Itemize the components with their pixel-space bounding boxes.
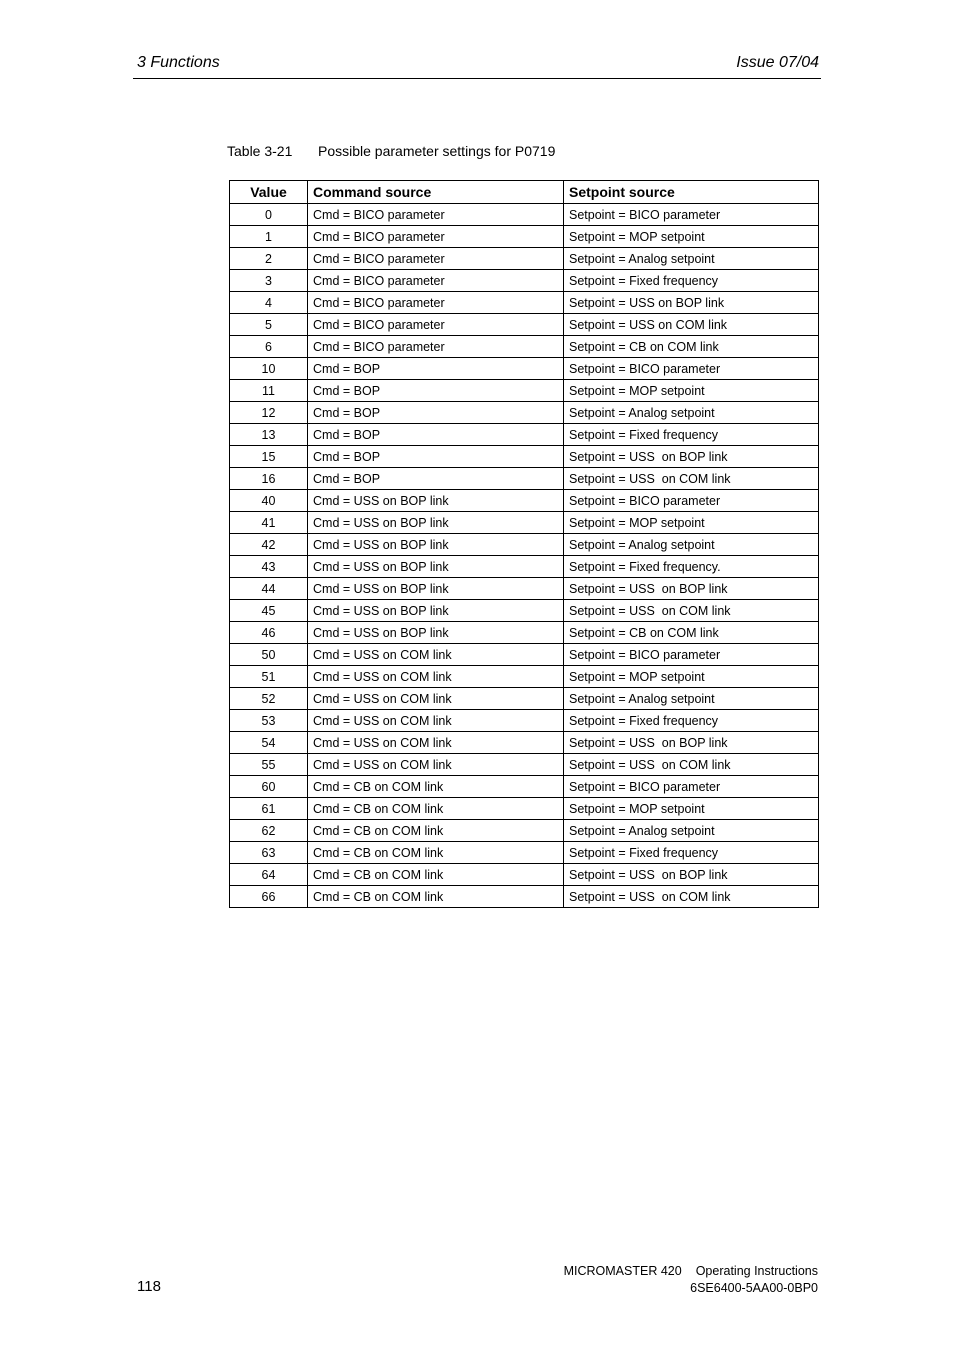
cell-value: 42 <box>230 534 308 556</box>
cell-value: 1 <box>230 226 308 248</box>
cell-command-source: Cmd = USS on COM link <box>308 754 564 776</box>
cell-command-source: Cmd = CB on COM link <box>308 820 564 842</box>
cell-setpoint-source: Setpoint = USS on COM link <box>564 886 819 908</box>
table-row <box>230 886 819 908</box>
cell-command-source: Cmd = USS on BOP link <box>308 512 564 534</box>
cell-command-source: Cmd = USS on BOP link <box>308 534 564 556</box>
cell-value: 5 <box>230 314 308 336</box>
cell-command-source: Cmd = BICO parameter <box>308 248 564 270</box>
table-row <box>230 490 819 512</box>
cell-value: 13 <box>230 424 308 446</box>
cell-setpoint-source: Setpoint = USS on COM link <box>564 754 819 776</box>
cell-command-source: Cmd = BICO parameter <box>308 292 564 314</box>
footer-order-number: 6SE6400-5AA00-0BP0 <box>690 1281 818 1295</box>
cell-value: 61 <box>230 798 308 820</box>
table-row <box>230 732 819 754</box>
header-divider <box>133 78 821 79</box>
table-row <box>230 358 819 380</box>
column-header-command-source: Command source <box>308 181 564 204</box>
table-caption <box>227 143 555 159</box>
table-caption-title: Possible parameter settings for P0719 <box>318 143 556 159</box>
cell-command-source: Cmd = USS on BOP link <box>308 490 564 512</box>
cell-value: 54 <box>230 732 308 754</box>
cell-value: 41 <box>230 512 308 534</box>
cell-value: 10 <box>230 358 308 380</box>
cell-setpoint-source: Setpoint = Analog setpoint <box>564 402 819 424</box>
table-header-row <box>230 181 819 204</box>
table-row <box>230 556 819 578</box>
cell-value: 44 <box>230 578 308 600</box>
table-row <box>230 622 819 644</box>
cell-setpoint-source: Setpoint = Fixed frequency. <box>564 556 819 578</box>
cell-value: 40 <box>230 490 308 512</box>
cell-value: 51 <box>230 666 308 688</box>
page-number: 118 <box>137 1278 161 1295</box>
cell-setpoint-source: Setpoint = USS on COM link <box>564 468 819 490</box>
cell-setpoint-source: Setpoint = USS on COM link <box>564 314 819 336</box>
cell-value: 53 <box>230 710 308 732</box>
footer-doc-type: Operating Instructions <box>695 1264 818 1278</box>
cell-command-source: Cmd = CB on COM link <box>308 864 564 886</box>
cell-command-source: Cmd = CB on COM link <box>308 776 564 798</box>
cell-value: 6 <box>230 336 308 358</box>
cell-setpoint-source: Setpoint = USS on COM link <box>564 600 819 622</box>
cell-setpoint-source: Setpoint = Fixed frequency <box>564 270 819 292</box>
cell-setpoint-source: Setpoint = Analog setpoint <box>564 248 819 270</box>
table-row <box>230 600 819 622</box>
cell-value: 4 <box>230 292 308 314</box>
cell-value: 11 <box>230 380 308 402</box>
cell-setpoint-source: Setpoint = USS on BOP link <box>564 864 819 886</box>
table-row <box>230 644 819 666</box>
cell-setpoint-source: Setpoint = Analog setpoint <box>564 688 819 710</box>
cell-command-source: Cmd = USS on COM link <box>308 732 564 754</box>
table-caption-number: Table 3-21 <box>227 143 293 159</box>
table-row <box>230 314 819 336</box>
cell-value: 0 <box>230 204 308 226</box>
table-row <box>230 468 819 490</box>
table-row <box>230 776 819 798</box>
parameter-table <box>229 180 819 908</box>
cell-value: 66 <box>230 886 308 908</box>
table-row <box>230 248 819 270</box>
cell-command-source: Cmd = USS on COM link <box>308 644 564 666</box>
cell-setpoint-source: Setpoint = MOP setpoint <box>564 380 819 402</box>
table-row <box>230 424 819 446</box>
cell-setpoint-source: Setpoint = MOP setpoint <box>564 512 819 534</box>
cell-value: 62 <box>230 820 308 842</box>
cell-command-source: Cmd = BOP <box>308 424 564 446</box>
cell-setpoint-source: Setpoint = Fixed frequency <box>564 710 819 732</box>
cell-value: 46 <box>230 622 308 644</box>
cell-setpoint-source: Setpoint = BICO parameter <box>564 776 819 798</box>
cell-setpoint-source: Setpoint = USS on BOP link <box>564 446 819 468</box>
cell-command-source: Cmd = BICO parameter <box>308 314 564 336</box>
column-header-setpoint-source: Setpoint source <box>564 181 819 204</box>
cell-setpoint-source: Setpoint = BICO parameter <box>564 204 819 226</box>
cell-command-source: Cmd = BOP <box>308 358 564 380</box>
cell-command-source: Cmd = BOP <box>308 446 564 468</box>
cell-setpoint-source: Setpoint = CB on COM link <box>564 622 819 644</box>
header-issue: Issue 07/04 <box>736 54 819 71</box>
table-row <box>230 512 819 534</box>
cell-value: 45 <box>230 600 308 622</box>
table-row <box>230 402 819 424</box>
cell-value: 63 <box>230 842 308 864</box>
cell-value: 12 <box>230 402 308 424</box>
cell-setpoint-source: Setpoint = Analog setpoint <box>564 820 819 842</box>
table-row <box>230 534 819 556</box>
cell-command-source: Cmd = BOP <box>308 402 564 424</box>
cell-command-source: Cmd = USS on COM link <box>308 666 564 688</box>
cell-setpoint-source: Setpoint = USS on BOP link <box>564 732 819 754</box>
cell-value: 2 <box>230 248 308 270</box>
table-row <box>230 688 819 710</box>
cell-value: 43 <box>230 556 308 578</box>
cell-command-source: Cmd = USS on BOP link <box>308 556 564 578</box>
table-row <box>230 820 819 842</box>
column-header-value: Value <box>230 181 308 204</box>
cell-command-source: Cmd = USS on BOP link <box>308 600 564 622</box>
cell-command-source: Cmd = BICO parameter <box>308 204 564 226</box>
table-row <box>230 798 819 820</box>
cell-setpoint-source: Setpoint = USS on BOP link <box>564 292 819 314</box>
cell-value: 15 <box>230 446 308 468</box>
cell-value: 50 <box>230 644 308 666</box>
cell-setpoint-source: Setpoint = CB on COM link <box>564 336 819 358</box>
footer-product: MICROMASTER 420 <box>563 1264 682 1278</box>
cell-setpoint-source: Setpoint = Fixed frequency <box>564 842 819 864</box>
cell-setpoint-source: Setpoint = MOP setpoint <box>564 798 819 820</box>
cell-command-source: Cmd = USS on BOP link <box>308 622 564 644</box>
table-row <box>230 864 819 886</box>
table-row <box>230 292 819 314</box>
table-row <box>230 336 819 358</box>
table-row <box>230 446 819 468</box>
cell-value: 3 <box>230 270 308 292</box>
cell-setpoint-source: Setpoint = MOP setpoint <box>564 226 819 248</box>
cell-command-source: Cmd = CB on COM link <box>308 798 564 820</box>
cell-setpoint-source: Setpoint = USS on BOP link <box>564 578 819 600</box>
table-row <box>230 226 819 248</box>
table-row <box>230 204 819 226</box>
table-row <box>230 380 819 402</box>
header-section: 3 Functions <box>137 54 220 71</box>
cell-command-source: Cmd = BICO parameter <box>308 336 564 358</box>
cell-value: 64 <box>230 864 308 886</box>
cell-setpoint-source: Setpoint = BICO parameter <box>564 358 819 380</box>
table-row <box>230 754 819 776</box>
cell-value: 60 <box>230 776 308 798</box>
table-row <box>230 578 819 600</box>
cell-command-source: Cmd = USS on COM link <box>308 688 564 710</box>
cell-value: 16 <box>230 468 308 490</box>
cell-value: 52 <box>230 688 308 710</box>
cell-setpoint-source: Setpoint = BICO parameter <box>564 490 819 512</box>
cell-setpoint-source: Setpoint = BICO parameter <box>564 644 819 666</box>
table-row <box>230 842 819 864</box>
cell-command-source: Cmd = BICO parameter <box>308 226 564 248</box>
table-body <box>230 204 819 908</box>
cell-command-source: Cmd = CB on COM link <box>308 842 564 864</box>
cell-command-source: Cmd = USS on BOP link <box>308 578 564 600</box>
footer-title <box>564 1264 818 1278</box>
cell-command-source: Cmd = BOP <box>308 468 564 490</box>
cell-command-source: Cmd = BOP <box>308 380 564 402</box>
table-row <box>230 270 819 292</box>
table-row <box>230 710 819 732</box>
cell-setpoint-source: Setpoint = MOP setpoint <box>564 666 819 688</box>
cell-setpoint-source: Setpoint = Analog setpoint <box>564 534 819 556</box>
cell-value: 55 <box>230 754 308 776</box>
table-row <box>230 666 819 688</box>
cell-setpoint-source: Setpoint = Fixed frequency <box>564 424 819 446</box>
cell-command-source: Cmd = BICO parameter <box>308 270 564 292</box>
cell-command-source: Cmd = CB on COM link <box>308 886 564 908</box>
cell-command-source: Cmd = USS on COM link <box>308 710 564 732</box>
